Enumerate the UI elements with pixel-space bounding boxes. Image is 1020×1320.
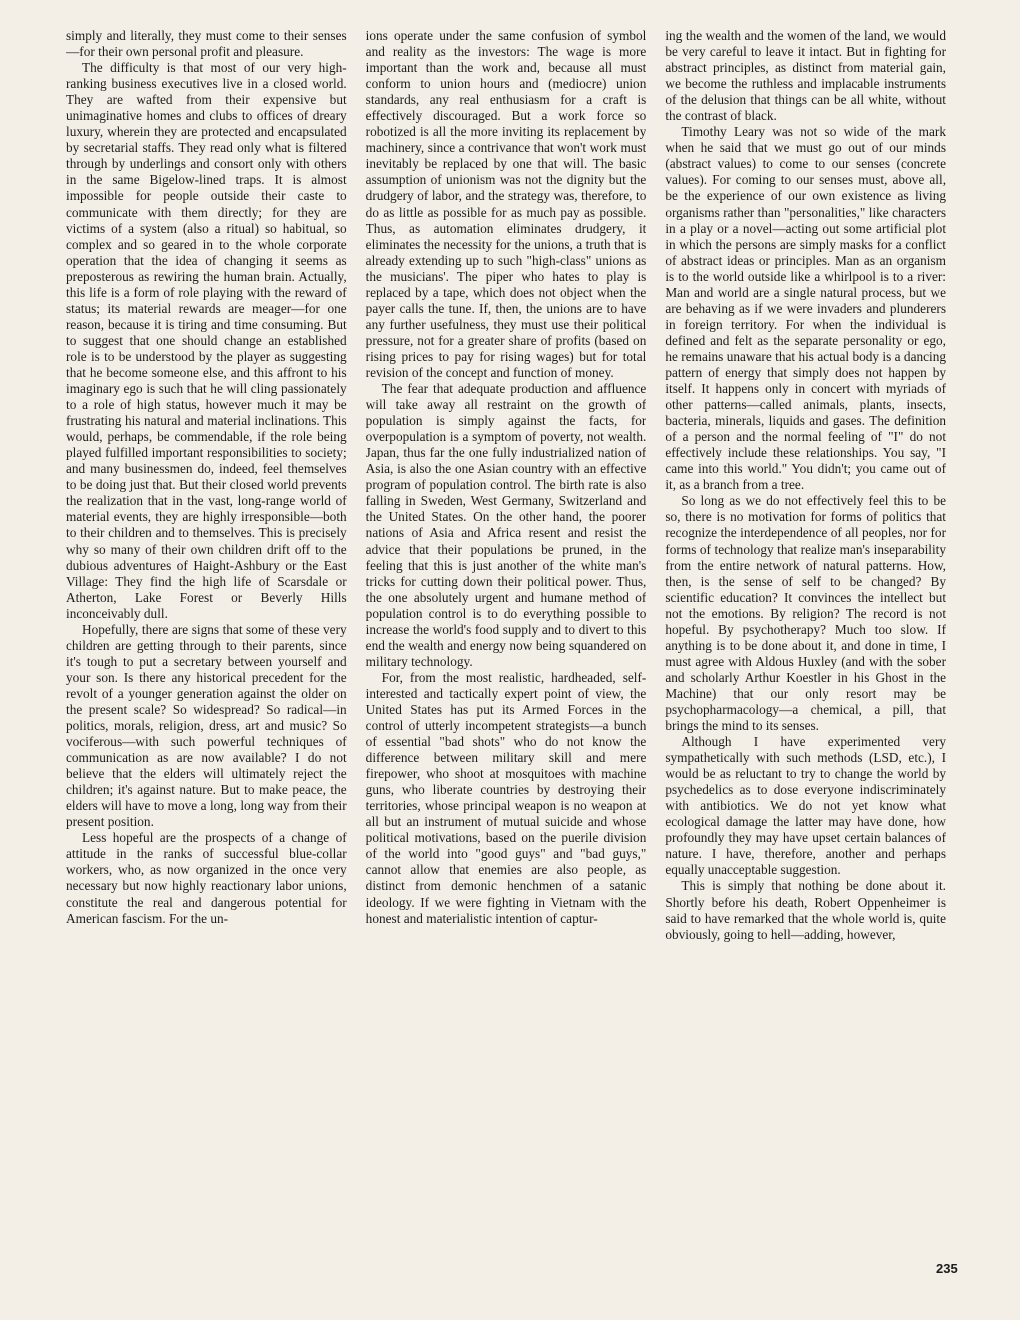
paragraph: So long as we do not effectively feel this to be so, there is no motivation for forms of politics that recognize the interdependence of all peoples, nor for forms of technology that realize man's inseparability from the entire network of natural patterns. How, then, is the sense of self to be changed? By scientific education? It convinces the intellect but not the emotions. By religion? The record is not hopeful. By psychotherapy? Much too slow. If anything is to be done about it, and done in time, I must agree with Aldous Huxley (and with the sober and scholarly Arthur Koestler in his Ghost in the Machine) that our only resort may be psychopharmacology—a chemical, a pill, that brings the mind to its senses. bbox=[665, 493, 947, 734]
paragraph: Timothy Leary was not so wide of the mark when he said that we must go out of our minds (abstract values) to come to our senses (concrete values). For coming to our senses must, above all, be the experience of our own existence as living organisms rather than "personalities," like characters in a play or a novel—acting out some artificial plot in which the persons are simply masks for a conflict of abstract ideas or principles. Man as an organism is to the world outside like a whirlpool is to a river: Man and world are a single natural process, but we are behaving as if we were invaders and plunderers in foreign territory. For when the individual is defined and felt as the separate personality or ego, he remains unaware that his actual body is a dancing pattern of energy that simply does not happen by itself. It happens only in concert with myriads of other patterns—called animals, plants, insects, bacteria, minerals, liquids and gases. The definition of a person and the normal feeling of "I" do not effectively include these relationships. You say, "I came into this world." You didn't; you came out of it, as a branch from a tree. bbox=[665, 124, 947, 493]
text-column-3 bbox=[665, 28, 946, 1298]
article-page bbox=[66, 28, 946, 1298]
paragraph: The difficulty is that most of our very high-ranking business executives live in a closed world. They are wafted from their expensive but unimaginative homes and clubs to offices of dreary luxury, wherein they are protected and encapsulated by secretarial staffs. They read only what is filtered through by underlings and consort only with others in the same Bigelow-lined traps. It is almost impossible for people outside their caste to communicate with them directly; for they are victims of a system (also a ritual) so habitual, so complex and so geared in to the whole corporate operation that the idea of changing it seems as preposterous as rewiring the human brain. Actually, this life is a form of role playing with the reward of status; its material rewards are meager—for one reason, because it is tiring and time consuming. But to suggest that one should change an established role is to be understood by the player as suggesting that he become someone else, and this affront to his imaginary ego is such that he will cling passionately to a role of high status, however much it may be frustrating his natural and material inclinations. This would, perhaps, be commendable, if the role being played fulfilled important responsibilities to society; and many businessmen do, indeed, feel themselves to be doing just that. But their closed world prevents the realization that in the vast, long-range world of material events, they are highly irresponsible—both to their children and to themselves. This is precisely why so many of their own children drift off to the dubious adventures of Haight-Ashbury or the East Village: They find the high life of Scarsdale or Atherton, Lake Forest or Beverly Hills inconceivably dull. bbox=[66, 60, 347, 621]
text-column-1 bbox=[66, 28, 347, 1298]
page-number: 235 bbox=[936, 1261, 958, 1276]
paragraph: ions operate under the same confusion of symbol and reality as the investors: The wage is more important than the work and, because all must conform to union hours and (mediocre) union standards, any real enthusiasm for a craft is effectively discouraged. But a work force so robotized is all the more inviting its replacement by machinery, since a contrivance that won't work must inevitably be replaced by one that will. The basic assumption of unionism was not the dignity but the drudgery of labor, and the strategy was, therefore, to do as little as possible for as much pay as possible. Thus, as automation eliminates drudgery, it eliminates the necessity for the unions, a truth that is already extending up to such "high-class" unions as the musicians'. The piper who hates to play is replaced by a tape, which does not object when the payer calls the tune. If, then, the unions are to have any further usefulness, they must use their political pressure, not for a greater share of profits (based on rising prices to pay for rising wages) but for total revision of the concept and function of money. bbox=[365, 28, 647, 380]
paragraph: The fear that adequate production and affluence will take away all restraint on the growth of population is simply against the facts, for overpopulation is a symptom of poverty, not wealth. Japan, thus far the one fully industrialized nation of Asia, is also the one Asian country with an effective program of population control. The birth rate is also falling in Sweden, West Germany, Switzerland and the United States. On the other hand, the poorer nations of Asia and Africa resent and resist the advice that their populations be pruned, in the feeling that this is just another of the white man's tricks for cutting down their political power. Thus, the one absolutely urgent and humane method of population control is to do everything possible to increase the world's food supply and to divert to this end the wealth and energy now being squandered on military technology. bbox=[365, 381, 647, 669]
paragraph: Less hopeful are the prospects of a change of attitude in the ranks of successful blue-collar workers, who, as now organized in the once very necessary but now highly reactionary labor unions, constitute the real and dangerous potential for American fascism. For the un- bbox=[66, 830, 347, 926]
paragraph: Although I have experimented very sympathetically with such methods (LSD, etc.), I would be as reluctant to try to change the world by psychedelics as to dose everyone indiscriminately with antibiotics. We do not yet know what ecological damage the latter may have done, how profoundly they may have upset certain balances of nature. I have, therefore, another and perhaps equally unacceptable suggestion. bbox=[665, 734, 947, 878]
paragraph: ing the wealth and the women of the land, we would be very careful to leave it intact. But in fighting for abstract principles, as distinct from material gain, we become the ruthless and implacable instruments of the delusion that things can be all white, without the contrast of black. bbox=[665, 28, 947, 124]
paragraph: This is simply that nothing be done about it. Shortly before his death, Robert Oppenheimer is said to have remarked that the whole world is, quite obviously, going to hell—adding, however, bbox=[665, 878, 947, 942]
text-column-2 bbox=[366, 28, 647, 1298]
paragraph: For, from the most realistic, hardheaded, self-interested and tactically expert point of view, the United States has put its Armed Forces in the control of utterly incompetent strategists—a bunch of essential "bad shots" who do not know the difference between military skill and mere firepower, who shoot at mosquitoes with machine guns, who liberate countries by destroying their territories, whose principal weapon is no weapon at all but an instrument of mutual suicide and whose political motivations, based on the puerile division of the world into "good guys" and "bad guys," cannot allow that enemies are also people, as distinct from demonic henchmen of a satanic ideology. If we were fighting in Vietnam with the honest and materialistic intention of captur- bbox=[365, 669, 647, 926]
paragraph: simply and literally, they must come to their senses—for their own personal profit and pleasure. bbox=[66, 28, 347, 60]
paragraph: Hopefully, there are signs that some of these very children are getting through to their parents, since it's tough to put a secretary between yourself and your son. Is there any historical precedent for the revolt of a younger generation against the older on the present scale? So widespread? So radical—in politics, morals, religion, dress, art and music? So vociferous—with such powerful techniques of communication as are now available? I do not believe that the elders will ultimately reject the children; it's against nature. But to make peace, the elders will have to move a long, long way from their present position. bbox=[66, 621, 347, 830]
